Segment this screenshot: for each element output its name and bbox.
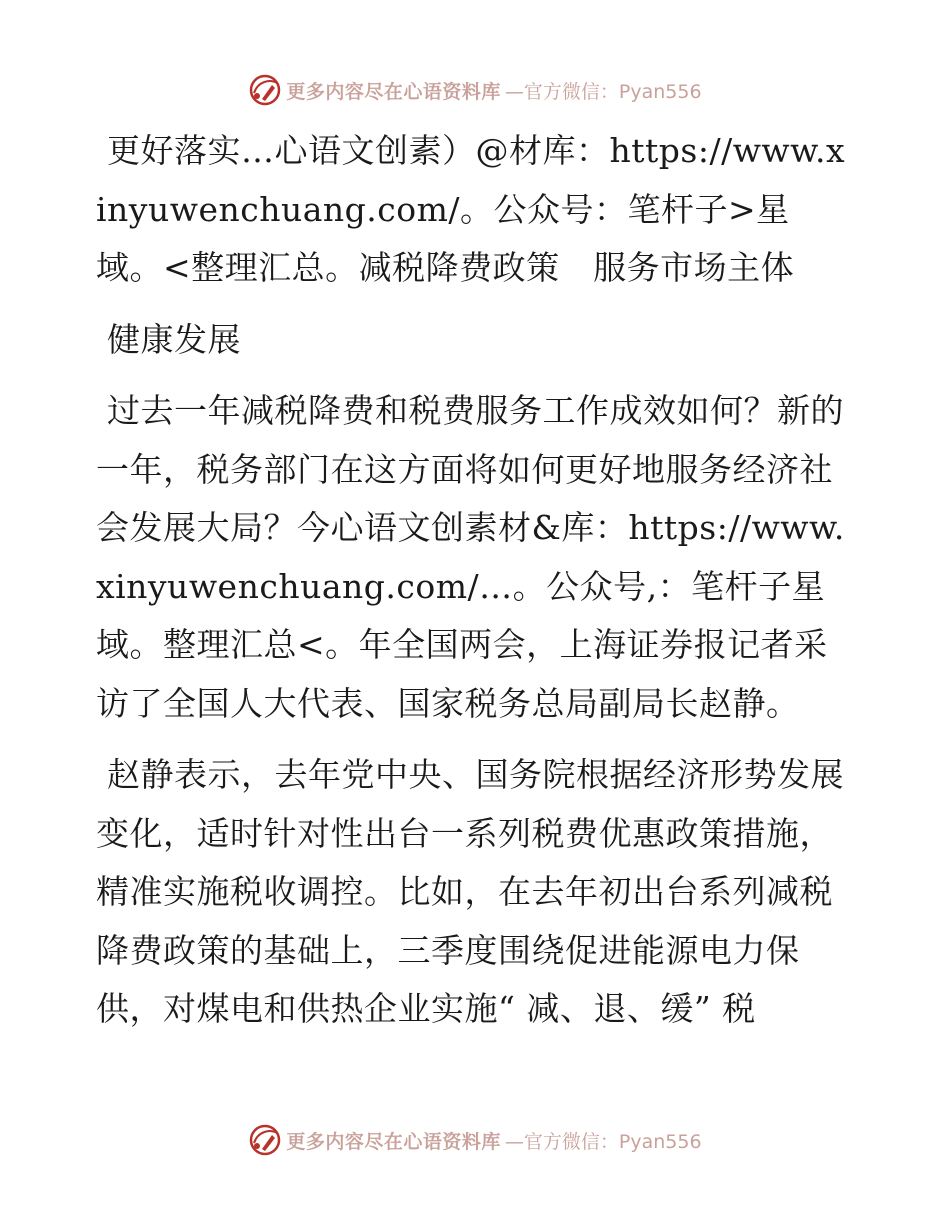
pen-nib-logo-icon xyxy=(248,73,282,107)
footer-banner xyxy=(0,1120,950,1160)
header-banner xyxy=(0,70,950,110)
footer-wechat-text: —官方微信：Pyan556 xyxy=(504,1130,702,1153)
pen-nib-logo-icon xyxy=(248,1123,282,1157)
banner-wechat-text: —官方微信：Pyan556 xyxy=(504,80,702,103)
banner-brand-text: 更多内容尽在心语资料库 xyxy=(286,80,501,103)
footer-brand-text: 更多内容尽在心语资料库 xyxy=(286,1130,501,1153)
document-body xyxy=(96,122,856,1039)
paragraph-heading-continuation: 健康发展 xyxy=(107,319,241,359)
paragraph-interview-intro: 过去一年减税降费和税费服务工作成效如何？新的一年，税务部门在这方面将如何更好地服务经济社会发展大局？今心语文创素材&库：https://www.xinyuwenchuang.com/…。公众号,：笔杆子星域。整理汇总<。年全国两会，上海证券报记者采访了全国人大代表、国家税务总局副局长赵静。 xyxy=(96,391,845,723)
paragraph-intro: 更好落实…心语文创素）@材库：https://www.xinyuwenchuang.com/。公众号：笔杆子>星域。<整理汇总。减税降费政策 服务市场主体 xyxy=(96,131,846,287)
paragraph-zhao-jing-remarks: 赵静表示，去年党中央、国务院根据经济形势发展变化，适时针对性出台一系列税费优惠政策措施，精准实施税收调控。比如，在去年初出台系列减税降费政策的基础上，三季度围绕促进能源电力保供，对煤电和供热企业实施“ 减、退、缓” 税 xyxy=(96,755,844,1028)
